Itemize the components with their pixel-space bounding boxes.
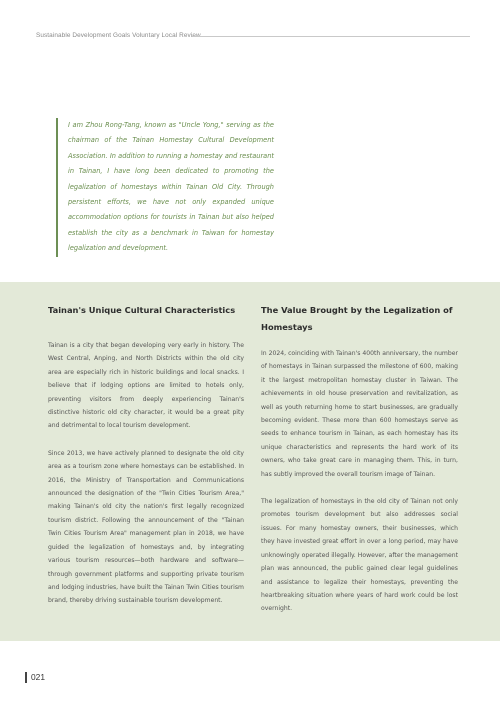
- left-column: [48, 302, 244, 622]
- pull-quote: I am Zhou Rong-Tang, known as "Uncle Yong," serving as the chairman of the Tainan Homestay Cultural Development Association. In addition to running a homestay and restaurant in Tainan, I have long been dedicated to promoting the legalization of homestays within Tainan Old City. Through persistent efforts, we have not only expanded unique accommodation options for tourists in Tainan but also helped establish the city as a benchmark in Taiwan for homestay legalization and development.: [56, 118, 274, 257]
- right-paragraph: In 2024, coinciding with Tainan's 400th anniversary, the number of homestays in Tainan surpassed the milestone of 600, making it the largest metropolitan homestay cluster in Taiwan. The achievements in old house preservation and revitalization, as well as youth returning home to start businesses, are gradually becoming evident. These more than 600 homestays serve as seeds to enhance tourism in Tainan, as each homestay has its unique characteristics and represents the hard work of its owners, who take great care in managing them. This, in turn, has subtly improved the overall tourism image of Tainan.: [261, 350, 458, 478]
- document-header-title: Sustainable Development Goals Voluntary Local Review: [36, 32, 201, 39]
- left-paragraph: Since 2013, we have actively planned to designate the old city area as a tourism zone where homestays can be established. In 2016, the Ministry of Transportation and Communications announced the designation of the "Twin Cities Tourism Area," making Tainan's old city the nation's first legally recognized tourism district. Following the announcement of the "Tainan Twin Cities Tourism Area" management plan in 2018, we have guided the legalization of homestays and, by integrating various tourism resources—both hardware and software—through government platforms and supporting private tourism and lodging industries, have built the Tainan Twin Cities tourism brand, thereby driving sustainable tourism development.: [48, 449, 244, 605]
- right-column-heading: The Value Brought by the Legalization of Homestays: [261, 305, 453, 332]
- left-paragraph: Tainan is a city that began developing very early in history. The West Central, Anping, and North Districts within the old city area are especially rich in historic buildings and local snacks. I believe that if lodging options are limited to hotels only, preventing visitors from deeply experiencing Tainan's distinctive historic old city character, it would be a great pity and detrimental to local tourism development.: [48, 342, 244, 430]
- left-column-heading: Tainan's Unique Cultural Characteristics: [48, 305, 236, 315]
- right-paragraph: The legalization of homestays in the old city of Tainan not only promotes tourism development but also addresses social issues. For many homestay owners, their businesses, which they have invested great effort in over a long period, may have unknowingly operated illegally. However, after the management plan was announced, the public gained clear legal guidelines and assistance to legalize their homestays, preventing the heartbreaking situation where years of hard work could be lost overnight.: [261, 498, 458, 613]
- right-column: [261, 302, 458, 630]
- page-number-marker: [25, 672, 27, 683]
- page-number: 021: [31, 672, 45, 682]
- header-divider: [192, 36, 470, 37]
